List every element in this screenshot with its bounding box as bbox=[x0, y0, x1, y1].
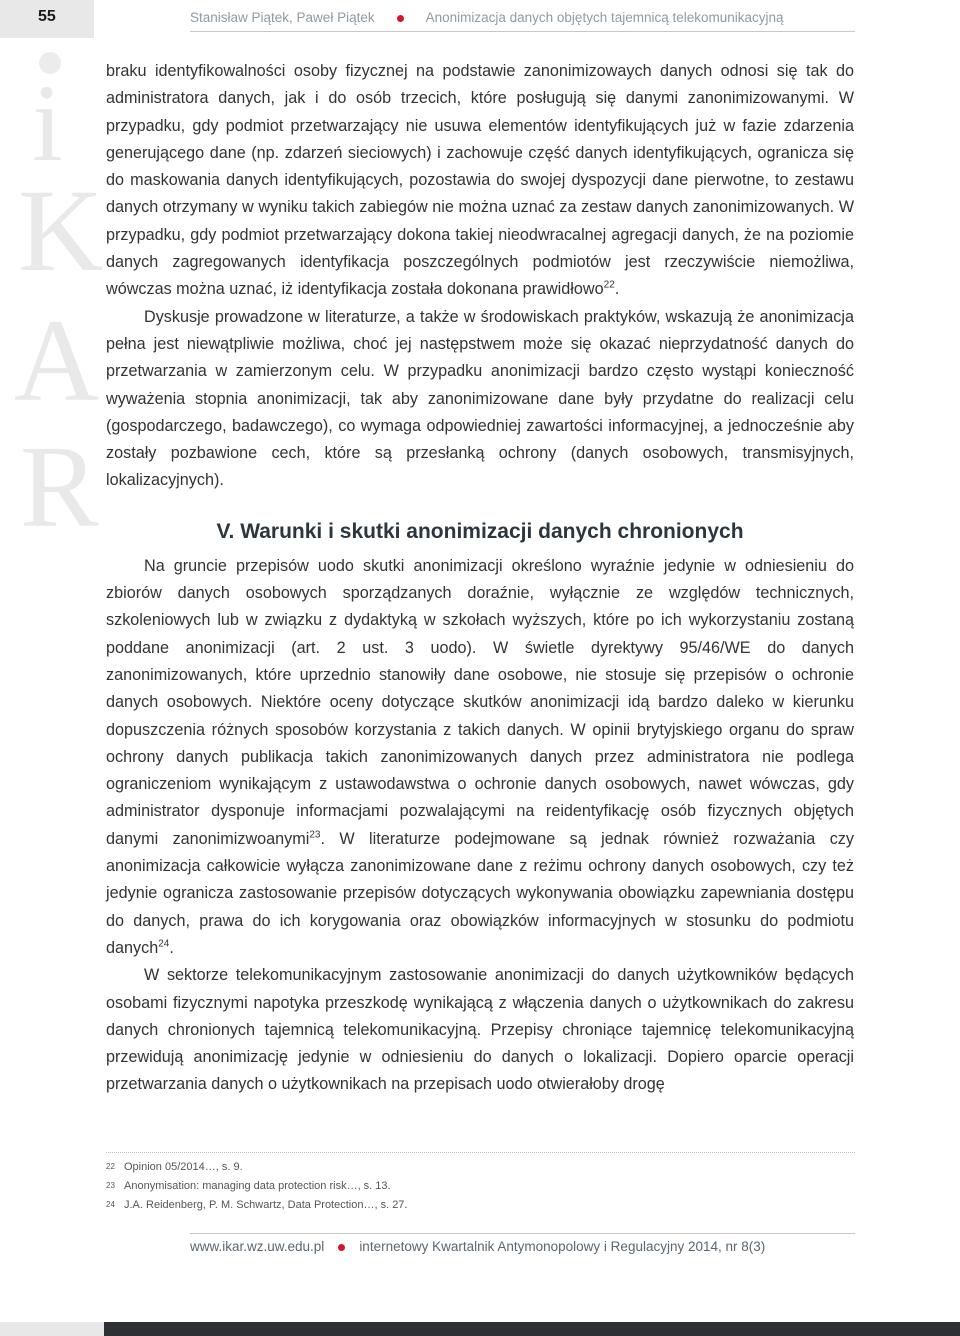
footnote-text: Opinion 05/2014…, s. 9. bbox=[124, 1161, 243, 1173]
running-head-title: Anonimizacja danych objętych tajemnicą telekomunikacyjną bbox=[425, 10, 784, 25]
footnote-number: 22 bbox=[106, 1162, 115, 1171]
paragraph-2: Dyskusje prowadzone w literaturze, a także w środowiskach praktyków, wskazują że anonimizacja pełna jest niewątpliwie możliwa, choć jej następstwem może się okazać nieprzydatność danych do przetwarzania w zamierzonym celu. W przypadku anonimizacji bardzo często wystąpi konieczność wyważenia stopnia anonimizacji, tak aby zanonimizowane dane były przydatne do realizacji celu (gospodarczego, badawczego), co wymaga odpowiedniej zawartości informacyjnej, a jednocześnie aby zostały pozbawione cech, które są przesłanką ochrony (danych osobowych, transmisyjnych, lokalizacyjnych). bbox=[106, 307, 854, 490]
page-number: 55 bbox=[38, 8, 56, 25]
footnote-text: Anonymisation: managing data protection risk…, s. 13. bbox=[124, 1180, 391, 1192]
footnote-24 bbox=[106, 1196, 407, 1215]
bullet-dot-icon bbox=[397, 15, 404, 22]
footnote-23 bbox=[106, 1177, 407, 1196]
footnote-ref-24[interactable]: 24 bbox=[158, 938, 170, 950]
footnote-number: 24 bbox=[106, 1200, 115, 1209]
logo-letter-a: A bbox=[14, 295, 100, 426]
footnote-ref-23[interactable]: 23 bbox=[309, 829, 321, 841]
footer-website-link[interactable]: www.ikar.wz.uw.edu.pl bbox=[190, 1239, 325, 1254]
running-head-authors: Stanisław Piątek, Paweł Piątek bbox=[190, 10, 375, 25]
paragraph-1-text: braku identyfikowalności osoby fizycznej na podstawie zanonimizowaych danych odnosi się tak do administratora danych, jak i do osób trzecich, które posługują się danymi zanonimizowanymi. W przypadku, gdy podmiot przetwarzający nie usuwa elementów identyfikujących już w fazie zdarzenia generującego dane (np. zdarzeń sieciowych) i zachowuje część danych identyfikujących, ogranicza się do maskowania danych identyfikujących, pozostawia do swojej dyspozycji dane pierwotne, to zestawu danych otrzymany w wyniku takich zabiegów nie można uznać za zestaw danych zanonimizowanych. W przypadku, gdy podmiot przetwarzający dokona takiej nieodwracalnej agregacji danych, że na poziomie danych zagregowanych identyfikacja poszczególnych podmiotów jest rzeczywiście niemożliwa, wówczas można uznać, iż identyfikacja została dokonana prawidłowo bbox=[106, 62, 854, 299]
page-number-box bbox=[0, 0, 94, 38]
section-paragraph-1 bbox=[106, 553, 854, 962]
article-body bbox=[106, 58, 854, 1099]
footnotes bbox=[106, 1158, 407, 1215]
section-heading: V. Warunki i skutki anonimizacji danych chronionych bbox=[216, 519, 744, 543]
footnote-ref-22[interactable]: 22 bbox=[603, 279, 615, 291]
bottom-bar-left bbox=[0, 1322, 104, 1336]
running-head bbox=[190, 10, 784, 25]
paragraph-1 bbox=[106, 58, 854, 304]
footer-journal-name: internetowy Kwartalnik Antymonopolowy i Regulacyjny 2014, nr 8(3) bbox=[359, 1239, 766, 1254]
paragraph-1-end: . bbox=[614, 280, 620, 299]
section-paragraph-1-end: . bbox=[169, 938, 174, 957]
bullet-dot-icon bbox=[338, 1244, 345, 1251]
section-paragraph-2: W sektorze telekomunikacyjnym zastosowanie anonimizacji do danych użytkowników będących osobami fizycznymi napotyka przeszkodę wynikającą z włączenia danych o użytkownikach do zakresu danych chronionych tajemnicą telekomunikacyjną. Przepisy chroniące tajemnicę telekomunikacyjną przewidują anonimizację jedynie w odniesieniu do danych o lokalizacji. Dopiero oparcie operacji przetwarzania danych o użytkownikach na przepisach uodo otwierałoby drogę bbox=[106, 966, 854, 1094]
footnote-22 bbox=[106, 1158, 407, 1177]
footnote-text: J.A. Reidenberg, P. M. Schwartz, Data Protection…, s. 27. bbox=[124, 1199, 408, 1211]
logo-letter-r: R bbox=[20, 421, 99, 552]
footer-rule bbox=[190, 1233, 855, 1234]
logo-letter-i: i bbox=[32, 62, 63, 184]
section-paragraph-1-text: Na gruncie przepisów uodo skutki anonimizacji określono wyraźnie jedynie w odniesieniu do zbiorów danych osobowych sporządzanych doraźnie, wyłącznie ze względów technicznych, szkoleniowych lub w związku z dydaktyką w szkołach wyższych, które po ich wykorzystaniu zostaną poddane anonimizacji (art. 2 ust. 3 uodo). W świetle dyrektywy 95/46/WE do danych zanonimizowanych, które uprzednio stanowiły dane osobowe, nie stosuje się przepisów o ochronie danych osobowych. Niektóre oceny dotyczące skutków anonimizacji idą bardzo daleko w kierunku dopuszczenia różnych sposobów korzystania z takich danych. W opinii brytyjskiego organu do spraw ochrony danych publikacja takich zanonimizowanych danych przez administratora nie podlega ograniczeniom wynikającym z ustawodawstwa o ochronie danych osobowych, nawet wówczas, gdy administrator dysponuje informacjami pozwalającymi na reidentyfikację osób fizycznych objętych danymi zanonimizwoanymi bbox=[106, 556, 854, 848]
logo-letter-k: K bbox=[18, 165, 104, 296]
footnote-number: 23 bbox=[106, 1181, 115, 1190]
footnote-rule bbox=[106, 1152, 855, 1153]
bottom-bar bbox=[104, 1322, 960, 1336]
page-footer bbox=[190, 1239, 765, 1254]
section-paragraph-1-text-cont: . W literaturze podejmowane są jednak również rozważania czy anonimizacja całkowicie wyłącza zanonimizowane dane z reżimu ochrony danych osobowych, czy też jedynie ogranicza zastosowanie przepisów dotyczących wykonywania obowiązku zapewniania dostępu do danych, prawa do ich korygowania oraz obowiązków informacyjnych w stosunku do podmiotu danych bbox=[106, 829, 854, 957]
header-rule bbox=[190, 31, 855, 32]
